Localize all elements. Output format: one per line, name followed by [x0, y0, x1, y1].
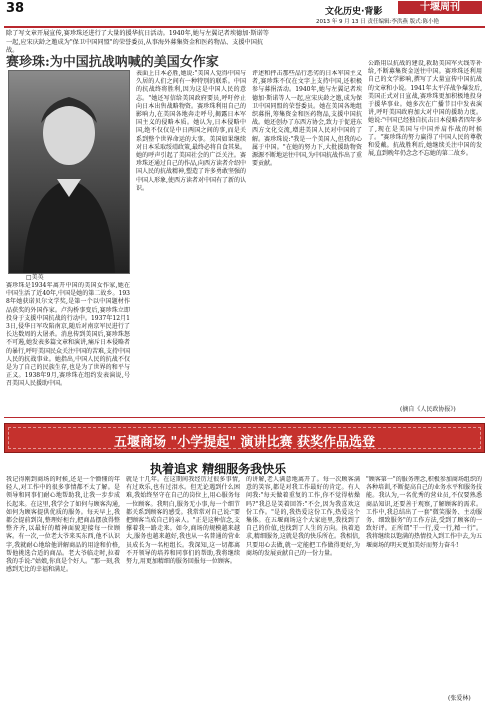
article-deck: 除了写文章开展宣传,赛珍珠还进行了大量的援华抗日活动。1940年,她与左翼记者埃德加·斯诺等一起,应宋庆龄之邀成为"保卫中国同盟"的荣誉委员,从事海外募集资金和医药物品、支援中国抗战。: [6, 30, 269, 54]
weekly-badge: 十堰周刊: [398, 1, 482, 14]
photo-caption: □美英: [26, 274, 44, 281]
banner-title: 五堰商场 "小学提起" 演讲比赛 获奖作品选登: [113, 435, 376, 450]
article-headline: 赛珍珠:为中国抗战呐喊的美国女作家: [6, 55, 219, 70]
promo-column-4: "顾客第一"的服务理念,积极参加商场组织的各种培训,不断提高自己的业务水平和服务技能。我认为,一名优秀的营业员,不仅要熟悉商品知识,还要善于观察,了解顾客的需求。工作中,我总结出了一套"微笑服务、主动服务、细致服务"的工作方法,受到了顾客的一致好评。正所谓"干一行,爱一行,精一行"。我将继续以饱满的热情投入到工作中去,为五堰商场的明天更加美好而努力奋斗!: [366, 476, 482, 549]
feature-column-2: 表面上日本必胜,她说:"美国人觉得中国与久居的人们之间有一种特别的联系。中国的抗战终将胜利,因为这是中国人民的意志。"她还写信给美国政府要员,呼吁停止向日本出售战略物资。赛珍珠利用自己的影响力,在美国各地奔走呼号,揭露日本军国主义的侵略本质。她认为,日本侵略中国,绝不仅仅是中日两国之间的事,而是关系到整个世界命运的大事。美国如果继续对日本采取绥靖政策,最终必将自食其果。她的呼声引起了美国社会的广泛关注。赛珍珠还通过自己的作品,向西方读者介绍中国人民的抗战精神,塑造了许多勇敢坚强的中国人形象,使西方读者对中国有了新的认识。: [136, 70, 246, 192]
section-title: 文化历史·背影: [325, 7, 383, 17]
dateline: 2013 年 9 月 13 日 责任编辑:李洪燕 版式:陈小艳: [316, 19, 439, 25]
promo-column-2: 就是十几年。在这期间我经历过很多事情,有过欢乐,也有过泪水。但无论遇到什么困难,我始终坚守在自己的岗位上,用心服务每一位顾客。我明白,服务无小事,每一个细节都关系到顾客的感受。我常常对自己说:"要把顾客当成自己的亲人。"正是这种信念,支撑着我一路走来。如今,商场的规模越来越大,服务也越来越好,我也从一名普通的营业员成长为一名柜组长。我深知,这一切都离不开领导的培养和同事们的帮助,我将继续努力,用更加精细的服务回报每一位顾客。: [126, 476, 240, 566]
promo-column-1: 我记得刚到商场的时候,还是一个懵懂的年轻人,对工作中的很多事情都不太了解。是领导和同事们耐心地帮助我,让我一步步成长起来。在这里,我学会了如何与顾客沟通,如何为顾客提供优质的服务。每天早上,我都会提前到岗,整理好柜台,把商品摆放得整整齐齐,以最好的精神面貌迎接每一位顾客。有一次,一位老大爷来买东西,他不认识字,我就耐心地给他讲解商品的用途和价格,帮他挑选合适的商品。老大爷临走时,拉着我的手说:"姑娘,你真是个好人。"那一刻,我感到无比的幸福和满足。: [6, 476, 120, 574]
masthead-rule: [4, 26, 485, 28]
portrait-photo: [8, 70, 130, 274]
promo-credit: (张爱林): [448, 695, 471, 702]
section-divider: [4, 417, 485, 418]
feature-column-1: 赛珍珠是1934年离开中国的美国女作家,她在中国生活了近40年,中国是她的第二故乡。1938年她获诺贝尔文学奖,是第一个以中国题材作品获奖的外国作家。卢沟桥事变后,赛珍珠立即投身于支援中国抗战的行动中。1937年12月13日,侵华日军攻陷南京,随后对南京军民进行了长达数周的大屠杀。消息传到美国后,赛珍珠怒不可遏,她发表多篇文章和演讲,痛斥日本侵略者的暴行,呼吁美国民众关注中国的苦难,支持中国人民的抗战事业。她指出,中国人民的抗战不仅是为了自己的民族生存,也是为了世界的和平与正义。1938年9月,赛珍珠在纽约发表演说,号召美国人民援助中国。: [6, 282, 130, 388]
page-number: 38: [6, 1, 25, 16]
promo-banner: [4, 423, 485, 453]
feature-column-3: 评述和抨击那些品行恶劣的日本军国主义者,赛珍珠不仅在文字上支持中国,还积极参与募捐活动。1940年,她与左翼记者埃德加·斯诺等人一起,应宋庆龄之邀,成为保卫中国同盟的荣誉委员。她在美国各地组织募捐,筹集资金和医药物品,支援中国抗战。她还创办了东西方协会,致力于促进东西方文化交流,增进美国人民对中国的了解。赛珍珠说:"我是一个美国人,但我的心属于中国。"在她的努力下,大批援助物资源源不断地运往中国,为中国抗战作出了重要贡献。: [252, 70, 362, 168]
portrait-figure-icon: [9, 71, 129, 273]
promo-column-3: 的讲解,老人满意地离开了。每一次顾客满意的笑容,都是对我工作最好的肯定。有人问我:"每天做着重复的工作,你不觉得枯燥吗?"我总是笑着回答:"不会,因为我喜欢这份工作。"是的,我热爱这份工作,热爱这个集体。在五堰商场这个大家庭里,我找到了自己的价值,也找到了人生的方向。执着追求,精细服务,这就是我的快乐所在。我相信,只要用心去做,就一定能把工作做得更好,为商场的发展贡献自己的一份力量。: [246, 476, 360, 557]
promo-article-title: 执着追求 精细服务我快乐: [150, 462, 287, 476]
feature-credit: (摘自《人民政协报》): [400, 406, 456, 413]
feature-column-4: 公路用以抗战的建设,救助美国军火线等补给,不断募集资金送往中国。赛珍珠还利用自己的文学影响,撰写了大量宣传中国抗战的文章和小说。1941年太平洋战争爆发后,美国正式对日宣战,赛珍珠更加积极地投身于援华事业。她多次在广播节目中发表演讲,呼吁美国政府加大对中国的援助力度。她说:"中国已经独自抗击日本侵略者四年多了,现在是美国与中国并肩作战的时候了。"赛珍珠的努力赢得了中国人民的尊敬和爱戴。抗战胜利后,她继续关注中国的发展,直到晚年仍念念不忘她的第二故乡。: [368, 60, 482, 158]
